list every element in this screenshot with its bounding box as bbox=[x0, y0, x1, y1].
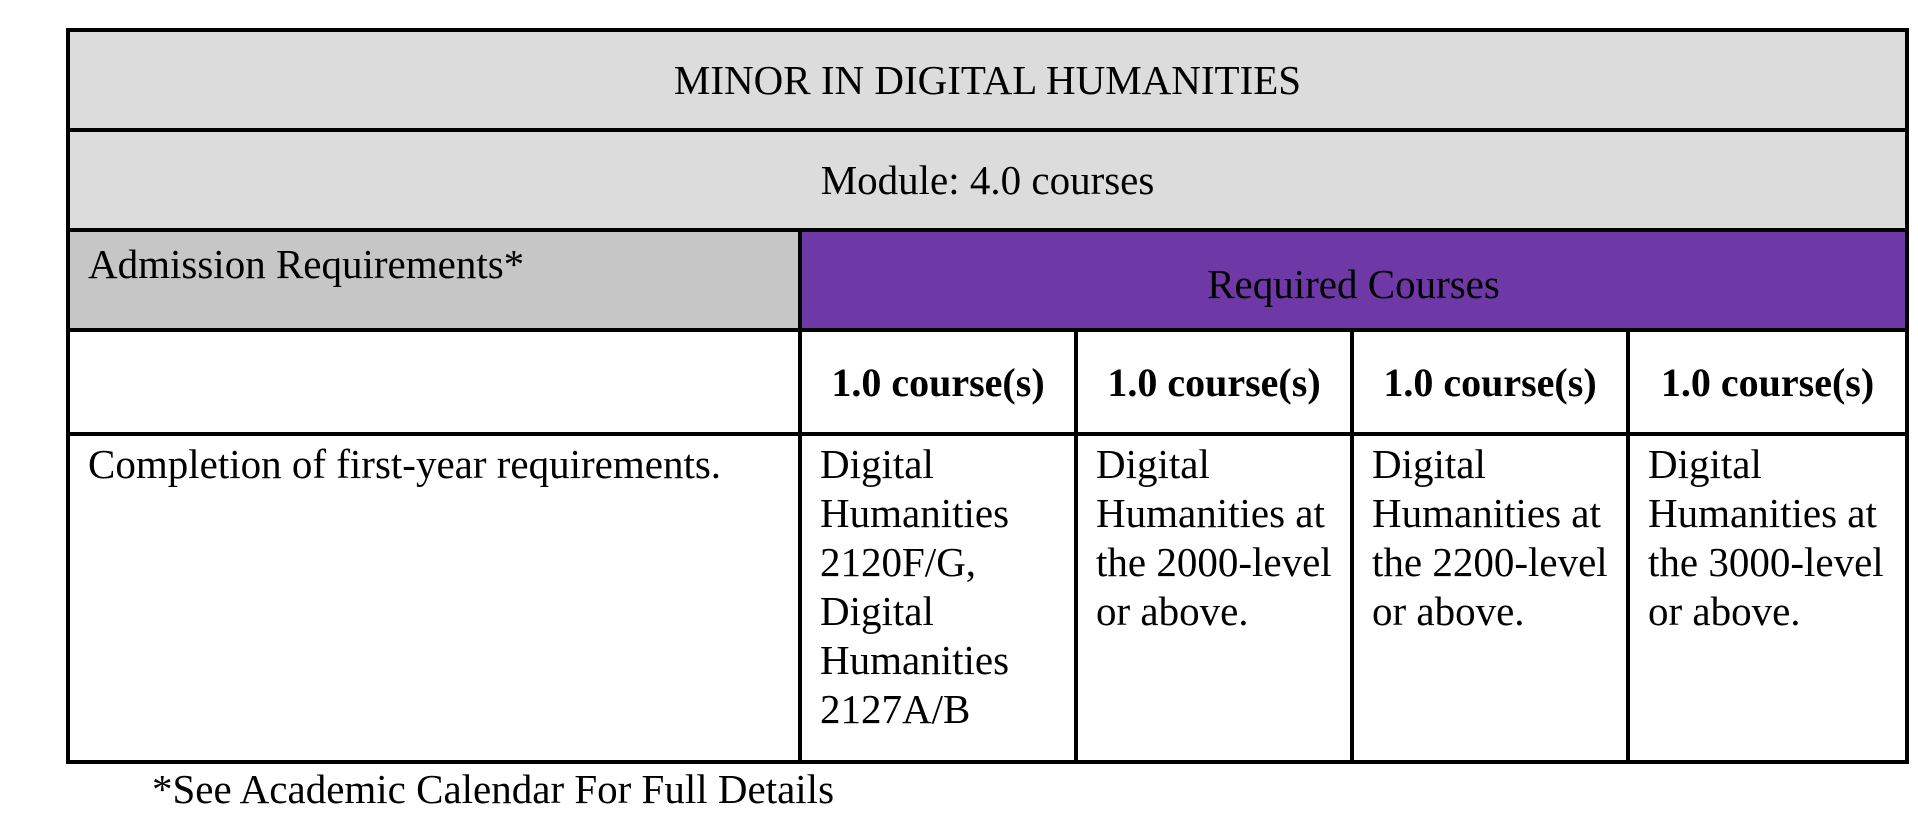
section-header-row bbox=[68, 230, 1907, 330]
requirements-row bbox=[68, 434, 1907, 762]
course-description-3: Digital Humanities at the 2200-level or above. bbox=[1352, 434, 1628, 762]
module-summary: Module: 4.0 courses bbox=[68, 130, 1907, 230]
credit-value-1: 1.0 course(s) bbox=[800, 330, 1076, 434]
credit-value-3: 1.0 course(s) bbox=[1352, 330, 1628, 434]
table-title: MINOR IN DIGITAL HUMANITIES bbox=[68, 30, 1907, 130]
course-description-4: Digital Humanities at the 3000-level or above. bbox=[1628, 434, 1907, 762]
credit-value-2: 1.0 course(s) bbox=[1076, 330, 1352, 434]
credits-row bbox=[68, 330, 1907, 434]
course-description-1: Digital Humanities 2120F/G, Digital Humanities 2127A/B bbox=[800, 434, 1076, 762]
credit-value-4: 1.0 course(s) bbox=[1628, 330, 1907, 434]
course-description-2: Digital Humanities at the 2000-level or above. bbox=[1076, 434, 1352, 762]
program-requirements-table bbox=[66, 28, 1909, 764]
module-row bbox=[68, 130, 1907, 230]
admission-requirements-header: Admission Requirements* bbox=[68, 230, 800, 330]
empty-admission-cell bbox=[68, 330, 800, 434]
title-row bbox=[68, 30, 1907, 130]
admission-requirement-text: Completion of first-year requirements. bbox=[68, 434, 800, 762]
required-courses-header: Required Courses bbox=[800, 230, 1907, 330]
footnote: *See Academic Calendar For Full Details bbox=[152, 766, 835, 812]
